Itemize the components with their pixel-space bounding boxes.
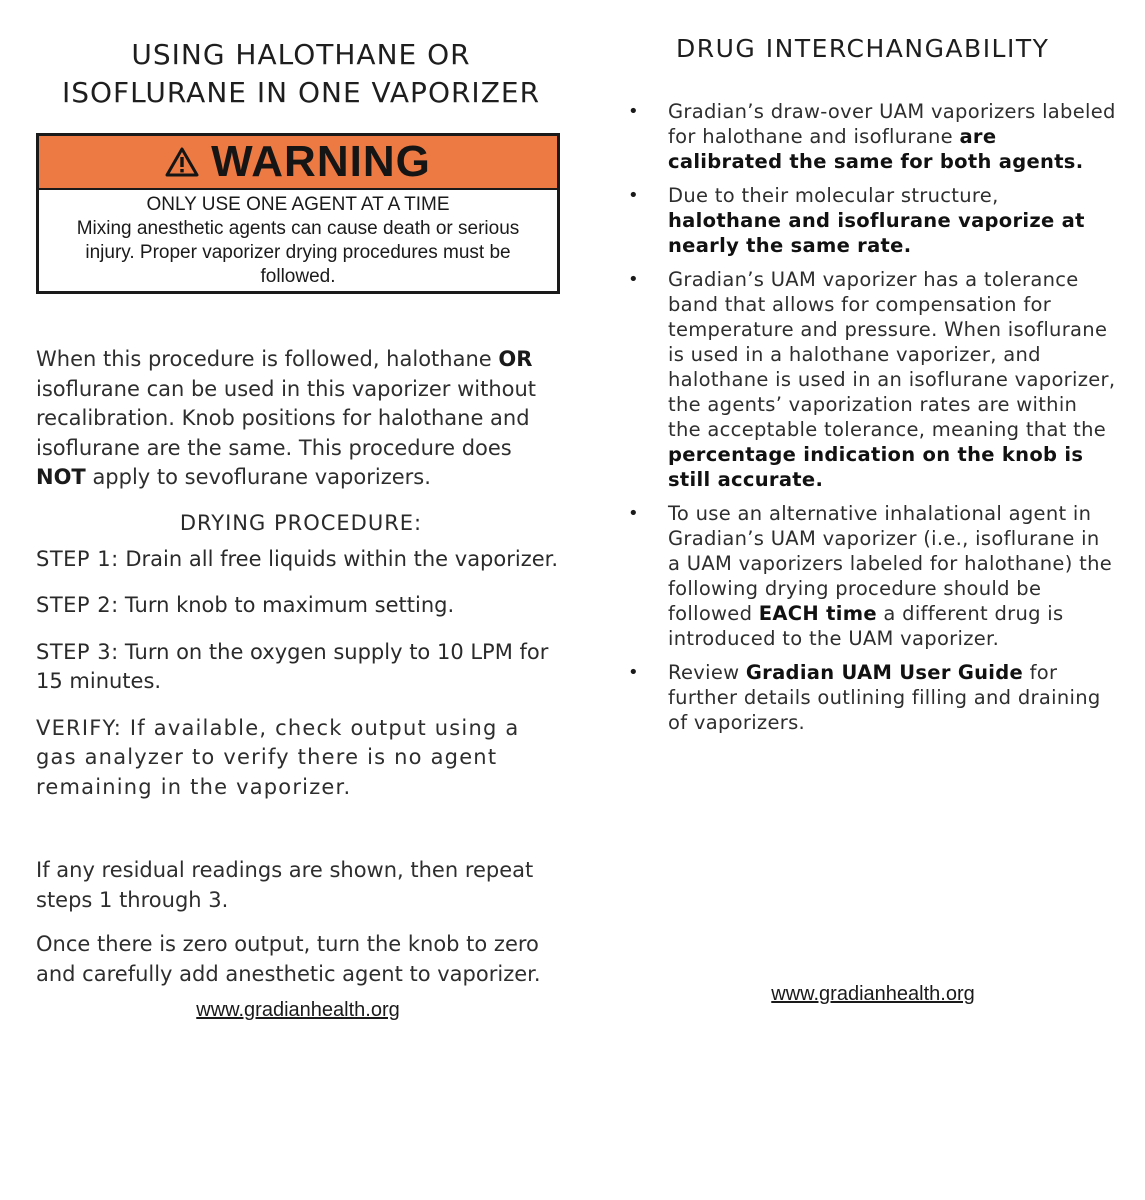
interchangability-list [626,99,1116,735]
bullet-icon: • [628,101,639,122]
list-item [626,267,1116,492]
zero-output-paragraph: Once there is zero output, turn the knob to zero and carefully add anesthetic agent to vaporizer. [36,932,541,986]
drying-procedure-heading: DRYING PROCEDURE: [179,510,423,535]
intro-text-1: When this procedure is followed, halothane [36,347,499,371]
intro-bold-not: NOT [36,465,86,489]
warning-line-1: ONLY USE ONE AGENT AT A TIME [146,194,450,215]
list-item [626,501,1116,651]
intro-paragraph [36,345,566,493]
bullet-4-text: To use an alternative inhalational agent in Gradian’s UAM vaporizer (i.e., isoflurane in a UAM vaporizers labeled for halothane) the following drying procedure should be followed [668,502,1113,625]
step-1 [36,545,566,575]
right-panel [626,34,1116,1006]
bullet-4-bold: EACH time [758,602,877,625]
step-1-label: STEP 1: [36,546,119,571]
page-title [36,36,566,112]
bullet-icon: • [628,662,639,683]
warning-text: Mixing anesthetic agents can cause death or serious injury. Proper vaporizer drying procedures must be followed. [76,218,520,287]
warning-box [36,133,560,294]
intro-text-2: isoflurane can be used in this vaporizer without recalibration. Knob positions for halothane and isoflurane are the same. This procedure does [36,376,537,460]
list-item [626,183,1116,258]
warning-label: WARNING [211,137,431,186]
list-item [626,99,1116,174]
step-1-text: Drain all free liquids within the vaporizer. [118,546,559,571]
warning-banner [39,136,557,190]
bullet-5-text: Review [668,661,746,684]
drug-interchangability-heading: DRUG INTERCHANGABILITY [676,34,1050,63]
bullet-3-bold: percentage indication on the knob is still accurate. [668,443,1084,491]
warning-triangle-icon [165,146,199,178]
title-line-1: USING HALOTHANE OR [131,38,471,71]
residual-paragraph: If any residual readings are shown, then repeat steps 1 through 3. [36,858,534,912]
website-link-right[interactable]: www.gradianhealth.org [771,983,975,1005]
bullet-5-bold: Gradian UAM User Guide [745,661,1024,684]
bullet-2-bold: halothane and isoflurane vaporize at nearly the same rate. [668,209,1085,257]
bullet-icon: • [628,503,639,524]
step-3 [36,638,566,697]
website-link-left[interactable]: www.gradianhealth.org [196,999,400,1021]
list-item [626,660,1116,735]
warning-body [39,190,557,291]
bullet-3-text: Gradian’s UAM vaporizer has a tolerance band that allows for compensation for temperature and pressure. When isoflurane is used in a halothane vaporizer, and halothane is used in an isoflurane vaporizer, the agents’ vaporization rates are within the acceptable tolerance, meaning that the [668,268,1116,441]
bullet-5-text-2: for further details outlining filling and draining of vaporizers. [668,661,1101,734]
intro-text-3: apply to sevoflurane vaporizers. [85,465,431,489]
step-2-text: : Turn knob to maximum setting. [111,593,455,617]
step-2 [36,591,566,621]
step-2-label: STEP 2 [36,593,112,617]
title-line-2: ISOFLURANE IN ONE VAPORIZER [61,76,541,109]
bullet-4-text-2: a different drug is introduced to the UAM vaporizer. [668,602,1064,650]
verify-paragraph: VERIFY: If available, check output using a gas analyzer to verify there is no agent remaining in the vaporizer. [36,715,520,799]
step-3-label: STEP 3 [36,639,112,664]
bullet-1-bold: are calibrated the same for both agents. [668,125,1084,173]
intro-bold-or: OR [498,347,533,371]
bullet-1-text: Gradian’s draw-over UAM vaporizers labeled for halothane and isoflurane [668,100,1116,148]
step-3-text: : Turn on the oxygen supply to 10 LPM for 15 minutes. [36,639,549,693]
bullet-icon: • [628,185,639,206]
bullet-icon: • [628,269,639,290]
left-panel [36,36,566,1022]
bullet-2-text: Due to their molecular structure, [668,184,999,207]
